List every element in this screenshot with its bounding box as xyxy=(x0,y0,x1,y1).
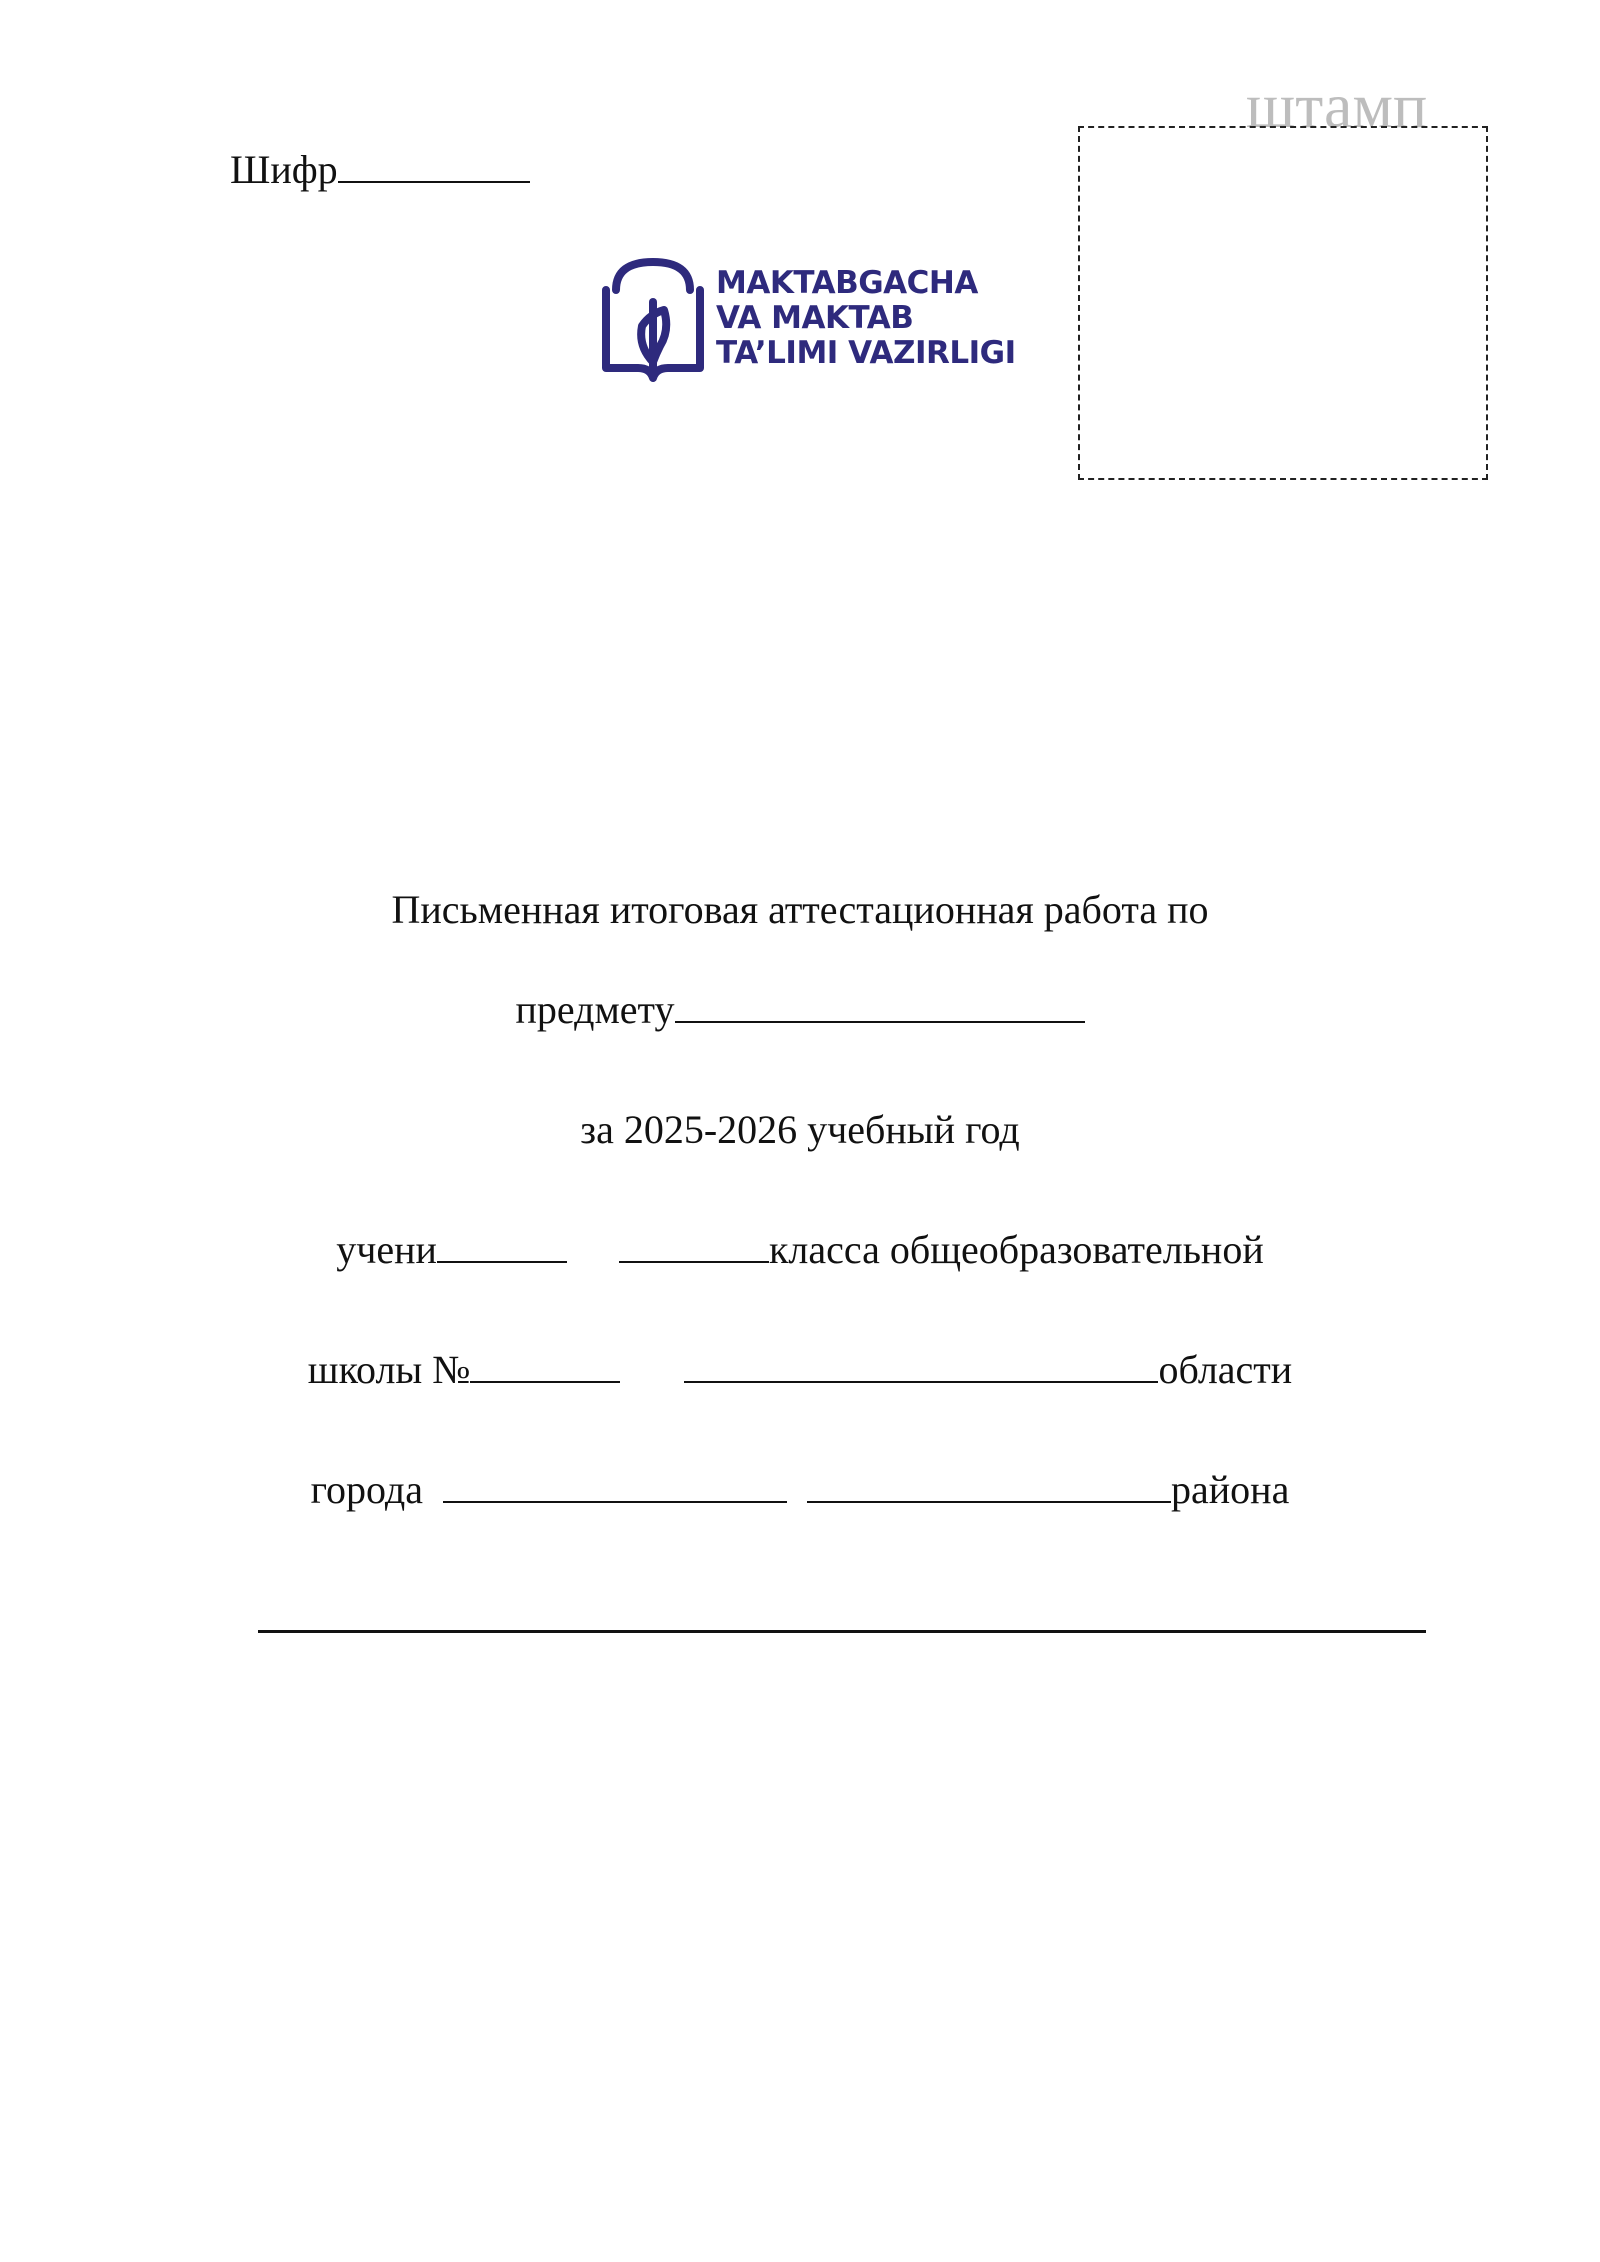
logo-line-3: TA’LIMI VAZIRLIGI xyxy=(716,335,1016,371)
class-label: класса общеобразовательной xyxy=(768,1227,1264,1272)
cipher-label: Шифр xyxy=(230,147,338,192)
logo-line-1: MAKTABGACHA xyxy=(716,265,978,301)
district-label: района xyxy=(1171,1467,1290,1512)
class-blank[interactable] xyxy=(619,1227,769,1263)
school-number-blank[interactable] xyxy=(470,1347,620,1383)
stamp-label: штамп xyxy=(1246,70,1428,141)
cipher-blank[interactable] xyxy=(338,147,530,183)
subject-label: предмету xyxy=(515,987,675,1032)
city-blank[interactable] xyxy=(443,1467,787,1503)
stamp-box xyxy=(1078,126,1488,480)
city-line xyxy=(0,1466,1600,1514)
school-label: школы № xyxy=(307,1347,471,1392)
region-blank[interactable] xyxy=(684,1347,1158,1383)
open-book-leaf-icon xyxy=(598,254,708,384)
district-blank[interactable] xyxy=(807,1467,1171,1503)
cipher-line xyxy=(230,146,530,194)
year-line: за 2025-2026 учебный год xyxy=(580,1107,1020,1152)
subject-blank[interactable] xyxy=(675,987,1085,1023)
ministry-logo xyxy=(598,254,1018,384)
school-line xyxy=(0,1346,1600,1394)
region-label: области xyxy=(1158,1347,1293,1392)
form-title: Письменная итоговая аттестационная работа по xyxy=(391,887,1209,932)
ministry-logo-text xyxy=(716,266,1016,371)
subject-line xyxy=(0,986,1600,1034)
signature-rule[interactable] xyxy=(258,1630,1426,1633)
student-label: учени xyxy=(336,1227,437,1272)
student-suffix-blank[interactable] xyxy=(437,1227,567,1263)
logo-line-2: VA MAKTAB xyxy=(716,300,914,336)
student-line xyxy=(0,1226,1600,1274)
city-label: города xyxy=(310,1467,424,1512)
